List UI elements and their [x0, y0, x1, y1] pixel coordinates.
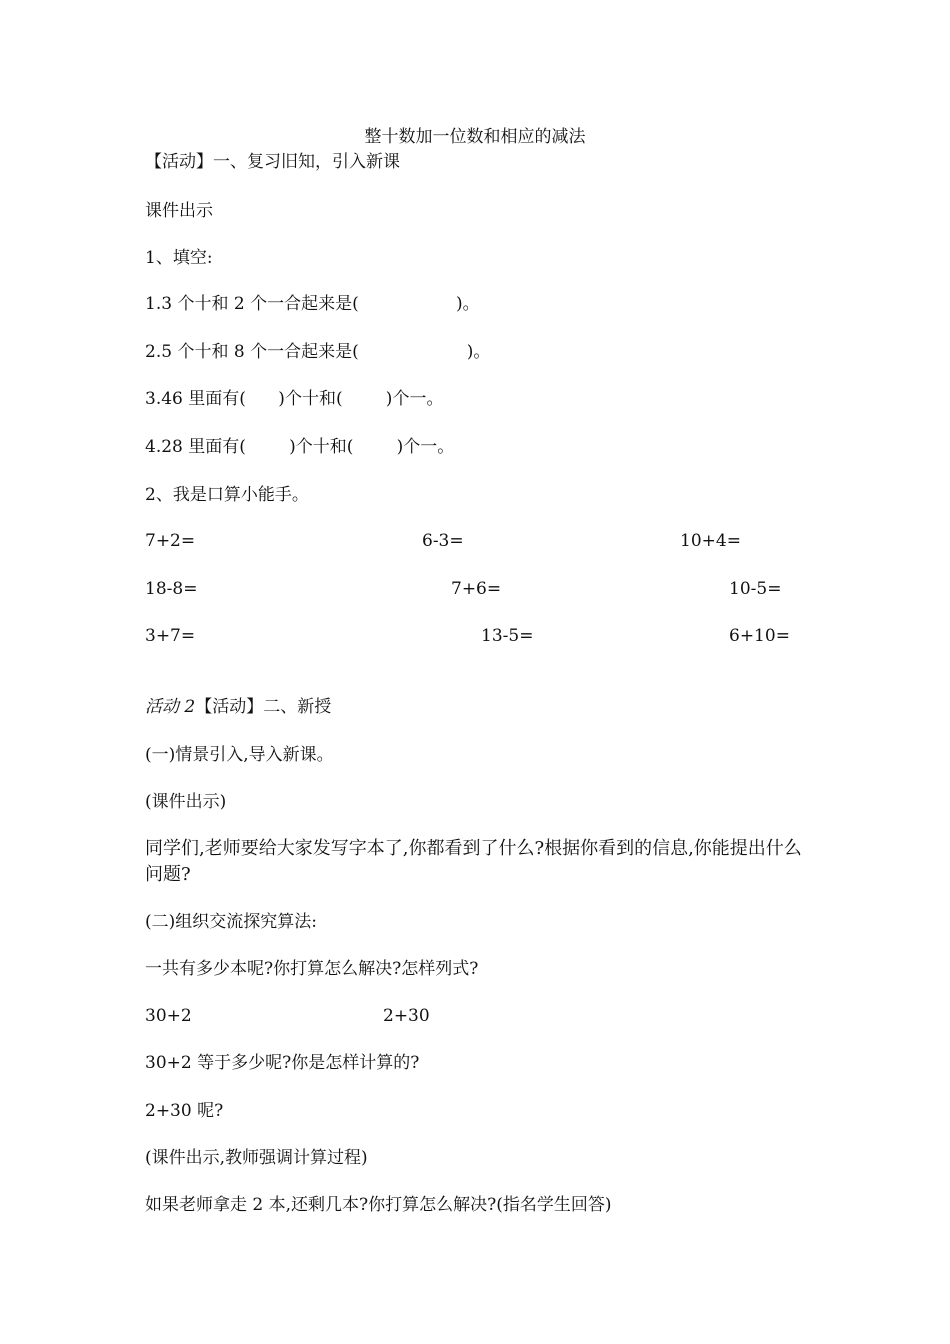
- section2-heading: (二)组织交流探究算法:: [145, 912, 317, 932]
- courseware-paren: (课件出示): [145, 792, 227, 812]
- fill-item-3: 3.46 里面有( )个十和( )个一。: [145, 389, 444, 409]
- activity2-prefix: 活动 2: [145, 697, 196, 717]
- section1-heading: (一)情景引入,导入新课。: [145, 745, 334, 765]
- mental-heading: 2、我是口算小能手。: [145, 485, 309, 505]
- mental-eq-1-3: 10+4=: [680, 531, 741, 551]
- fill-item-1: 1.3 个十和 2 个一合起来是( )。: [145, 294, 480, 314]
- calc-question-2: 2+30 呢?: [145, 1101, 224, 1121]
- calc-question: 30+2 等于多少呢?你是怎样计算的?: [145, 1053, 420, 1073]
- mental-eq-1-1: 7+2=: [145, 531, 196, 551]
- activity2-heading: 【活动】二、新授: [195, 697, 332, 717]
- fill-item-2: 2.5 个十和 8 个一合起来是( )。: [145, 342, 491, 362]
- courseware-show: 课件出示: [145, 201, 213, 221]
- remove-question: 如果老师拿走 2 本,还剩几本?你打算怎么解决?(指名学生回答): [145, 1195, 612, 1215]
- mental-eq-2-2: 7+6=: [451, 579, 502, 599]
- mental-eq-3-3: 6+10=: [729, 626, 790, 646]
- total-question: 一共有多少本呢?你打算怎么解决?怎样列式?: [145, 959, 479, 979]
- mental-eq-3-2: 13-5=: [481, 626, 534, 646]
- formula-b: 2+30: [383, 1006, 430, 1026]
- activity2-heading-line: [145, 696, 331, 718]
- fill-item-4: 4.28 里面有( )个十和( )个一。: [145, 437, 455, 457]
- fill-heading: 1、填空:: [145, 248, 213, 268]
- mental-eq-2-1: 18-8=: [145, 579, 198, 599]
- question-paragraph: 同学们,老师要给大家发写字本了,你都看到了什么?根据你看到的信息,你能提出什么问题?: [145, 838, 802, 885]
- courseware-emphasis: (课件出示,教师强调计算过程): [145, 1148, 368, 1168]
- mental-eq-3-1: 3+7=: [145, 626, 196, 646]
- activity1-heading: 【活动】一、复习旧知，引入新课: [145, 152, 400, 172]
- page-title: 整十数加一位数和相应的减法: [364, 127, 586, 147]
- mental-eq-2-3: 10-5=: [729, 579, 782, 599]
- mental-eq-1-2: 6-3=: [422, 531, 464, 551]
- formula-a: 30+2: [145, 1006, 192, 1026]
